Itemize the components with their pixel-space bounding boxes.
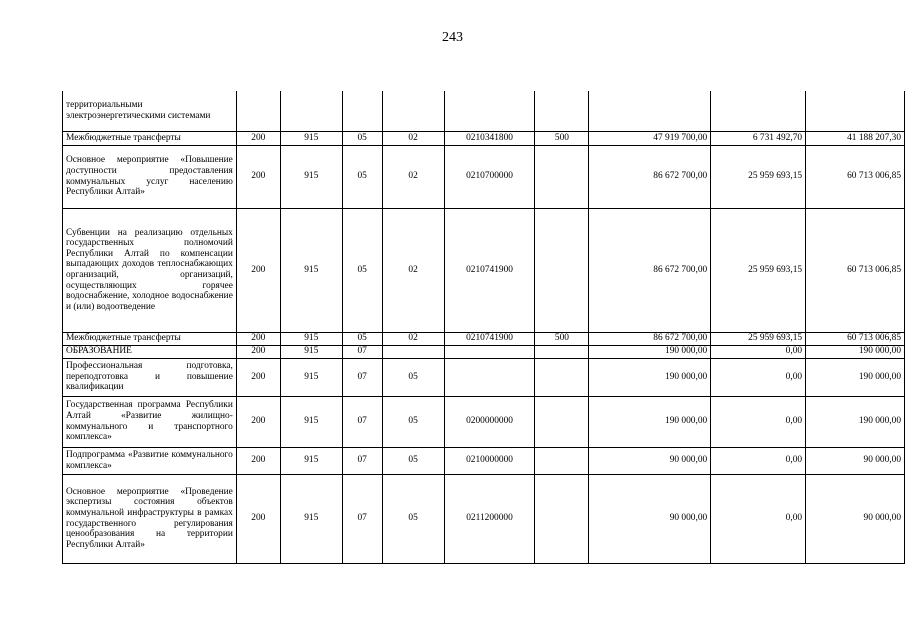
- cell-code-3: 07: [342, 345, 382, 358]
- budget-table: [62, 91, 905, 564]
- row-name: Основное мероприятие «Проведение экспертизы состояния объектов коммунальной инфраструктуры в рамках государственного регулирования ценообразования на территории Республики Алтай»: [63, 474, 237, 563]
- cell-code-2: 915: [280, 131, 342, 145]
- cell-code-4: 02: [382, 208, 444, 332]
- cell-amount-3: 90 000,00: [806, 447, 905, 474]
- cell-amount-3: 60 713 006,85: [806, 145, 905, 208]
- cell-code-5: 0210700000: [444, 145, 535, 208]
- cell-code-6: [535, 447, 589, 474]
- cell-amount-3: 60 713 006,85: [806, 332, 905, 345]
- cell-code-3: 05: [342, 332, 382, 345]
- cell-code-5: 0211200000: [444, 474, 535, 563]
- row-name: Профессиональная подготовка, переподготовка и повышение квалификации: [63, 358, 237, 396]
- cell-code-5: [444, 91, 535, 131]
- cell-code-1: 200: [236, 474, 280, 563]
- cell-amount-2: 0,00: [711, 345, 806, 358]
- row-name: Основное мероприятие «Повышение доступности предоставления коммунальных услуг населению Республики Алтай»: [63, 145, 237, 208]
- cell-code-1: 200: [236, 396, 280, 447]
- cell-code-6: [535, 91, 589, 131]
- cell-code-3: 07: [342, 396, 382, 447]
- cell-code-4: 05: [382, 358, 444, 396]
- cell-amount-2: 25 959 693,15: [711, 145, 806, 208]
- cell-amount-2: 0,00: [711, 358, 806, 396]
- cell-code-3: 07: [342, 447, 382, 474]
- cell-code-2: 915: [280, 345, 342, 358]
- cell-amount-2: 25 959 693,15: [711, 208, 806, 332]
- cell-code-6: [535, 396, 589, 447]
- cell-code-2: 915: [280, 358, 342, 396]
- cell-code-2: 915: [280, 396, 342, 447]
- table-row: [63, 332, 905, 345]
- cell-code-5: 0210741900: [444, 332, 535, 345]
- cell-code-3: 05: [342, 131, 382, 145]
- cell-amount-1: 90 000,00: [589, 447, 711, 474]
- cell-code-4: 02: [382, 145, 444, 208]
- table-row: [63, 208, 905, 332]
- row-name: Субвенции на реализацию отдельных государственных полномочий Республики Алтай по компенсации выпадающих доходов теплоснабжающих организаций, организаций, осуществляющих горячее водоснабжение, холодное водоснабжение и (или) водоотведение: [63, 208, 237, 332]
- cell-amount-2: 6 731 492,70: [711, 131, 806, 145]
- row-name: территориальными электроэнергетическими системами: [63, 91, 237, 131]
- cell-code-4: 02: [382, 131, 444, 145]
- cell-amount-2: 25 959 693,15: [711, 332, 806, 345]
- cell-code-1: 200: [236, 345, 280, 358]
- cell-code-4: 05: [382, 447, 444, 474]
- cell-code-1: 200: [236, 145, 280, 208]
- cell-amount-1: 86 672 700,00: [589, 208, 711, 332]
- cell-code-6: [535, 208, 589, 332]
- cell-code-1: 200: [236, 447, 280, 474]
- row-name: ОБРАЗОВАНИЕ: [63, 345, 237, 358]
- cell-amount-3: 60 713 006,85: [806, 208, 905, 332]
- cell-code-3: 07: [342, 474, 382, 563]
- row-name: Государственная программа Республики Алтай «Развитие жилищно-коммунального и транспортного комплекса»: [63, 396, 237, 447]
- row-name: Межбюджетные трансферты: [63, 131, 237, 145]
- cell-code-5: [444, 345, 535, 358]
- table-row: [63, 447, 905, 474]
- cell-amount-1: 190 000,00: [589, 345, 711, 358]
- cell-amount-3: 190 000,00: [806, 358, 905, 396]
- cell-code-1: 200: [236, 358, 280, 396]
- cell-amount-2: [711, 91, 806, 131]
- cell-code-5: 0210000000: [444, 447, 535, 474]
- cell-amount-3: 90 000,00: [806, 474, 905, 563]
- table-row: [63, 345, 905, 358]
- cell-code-6: [535, 145, 589, 208]
- cell-code-2: 915: [280, 145, 342, 208]
- table-row: [63, 145, 905, 208]
- cell-code-4: 05: [382, 396, 444, 447]
- cell-code-6: 500: [535, 332, 589, 345]
- cell-code-1: [236, 91, 280, 131]
- cell-code-1: 200: [236, 208, 280, 332]
- cell-code-4: 02: [382, 332, 444, 345]
- row-name: Межбюджетные трансферты: [63, 332, 237, 345]
- cell-amount-1: 190 000,00: [589, 396, 711, 447]
- cell-amount-1: 86 672 700,00: [589, 145, 711, 208]
- cell-code-5: [444, 358, 535, 396]
- cell-code-2: 915: [280, 332, 342, 345]
- cell-code-2: 915: [280, 208, 342, 332]
- cell-amount-3: 41 188 207,30: [806, 131, 905, 145]
- cell-amount-1: 86 672 700,00: [589, 332, 711, 345]
- cell-code-4: [382, 345, 444, 358]
- cell-amount-1: 90 000,00: [589, 474, 711, 563]
- cell-code-6: [535, 345, 589, 358]
- cell-code-6: [535, 474, 589, 563]
- cell-code-5: 0210741900: [444, 208, 535, 332]
- cell-code-2: 915: [280, 474, 342, 563]
- cell-code-5: 0210341800: [444, 131, 535, 145]
- table-row: [63, 131, 905, 145]
- cell-amount-2: 0,00: [711, 447, 806, 474]
- cell-code-1: 200: [236, 131, 280, 145]
- cell-amount-1: 47 919 700,00: [589, 131, 711, 145]
- cell-amount-2: 0,00: [711, 474, 806, 563]
- cell-amount-3: 190 000,00: [806, 345, 905, 358]
- row-name: Подпрограмма «Развитие коммунального комплекса»: [63, 447, 237, 474]
- cell-amount-3: [806, 91, 905, 131]
- cell-code-5: 0200000000: [444, 396, 535, 447]
- table-row: [63, 474, 905, 563]
- table-row: [63, 396, 905, 447]
- cell-code-3: [342, 91, 382, 131]
- cell-code-4: 05: [382, 474, 444, 563]
- table-row: [63, 91, 905, 131]
- cell-amount-2: 0,00: [711, 396, 806, 447]
- cell-amount-1: 190 000,00: [589, 358, 711, 396]
- cell-code-2: [280, 91, 342, 131]
- cell-code-3: 05: [342, 145, 382, 208]
- cell-code-3: 07: [342, 358, 382, 396]
- cell-code-6: [535, 358, 589, 396]
- cell-code-1: 200: [236, 332, 280, 345]
- cell-code-3: 05: [342, 208, 382, 332]
- table-row: [63, 358, 905, 396]
- cell-code-6: 500: [535, 131, 589, 145]
- cell-amount-3: 190 000,00: [806, 396, 905, 447]
- cell-amount-1: [589, 91, 711, 131]
- cell-code-2: 915: [280, 447, 342, 474]
- page-number: 243: [442, 30, 463, 45]
- cell-code-4: [382, 91, 444, 131]
